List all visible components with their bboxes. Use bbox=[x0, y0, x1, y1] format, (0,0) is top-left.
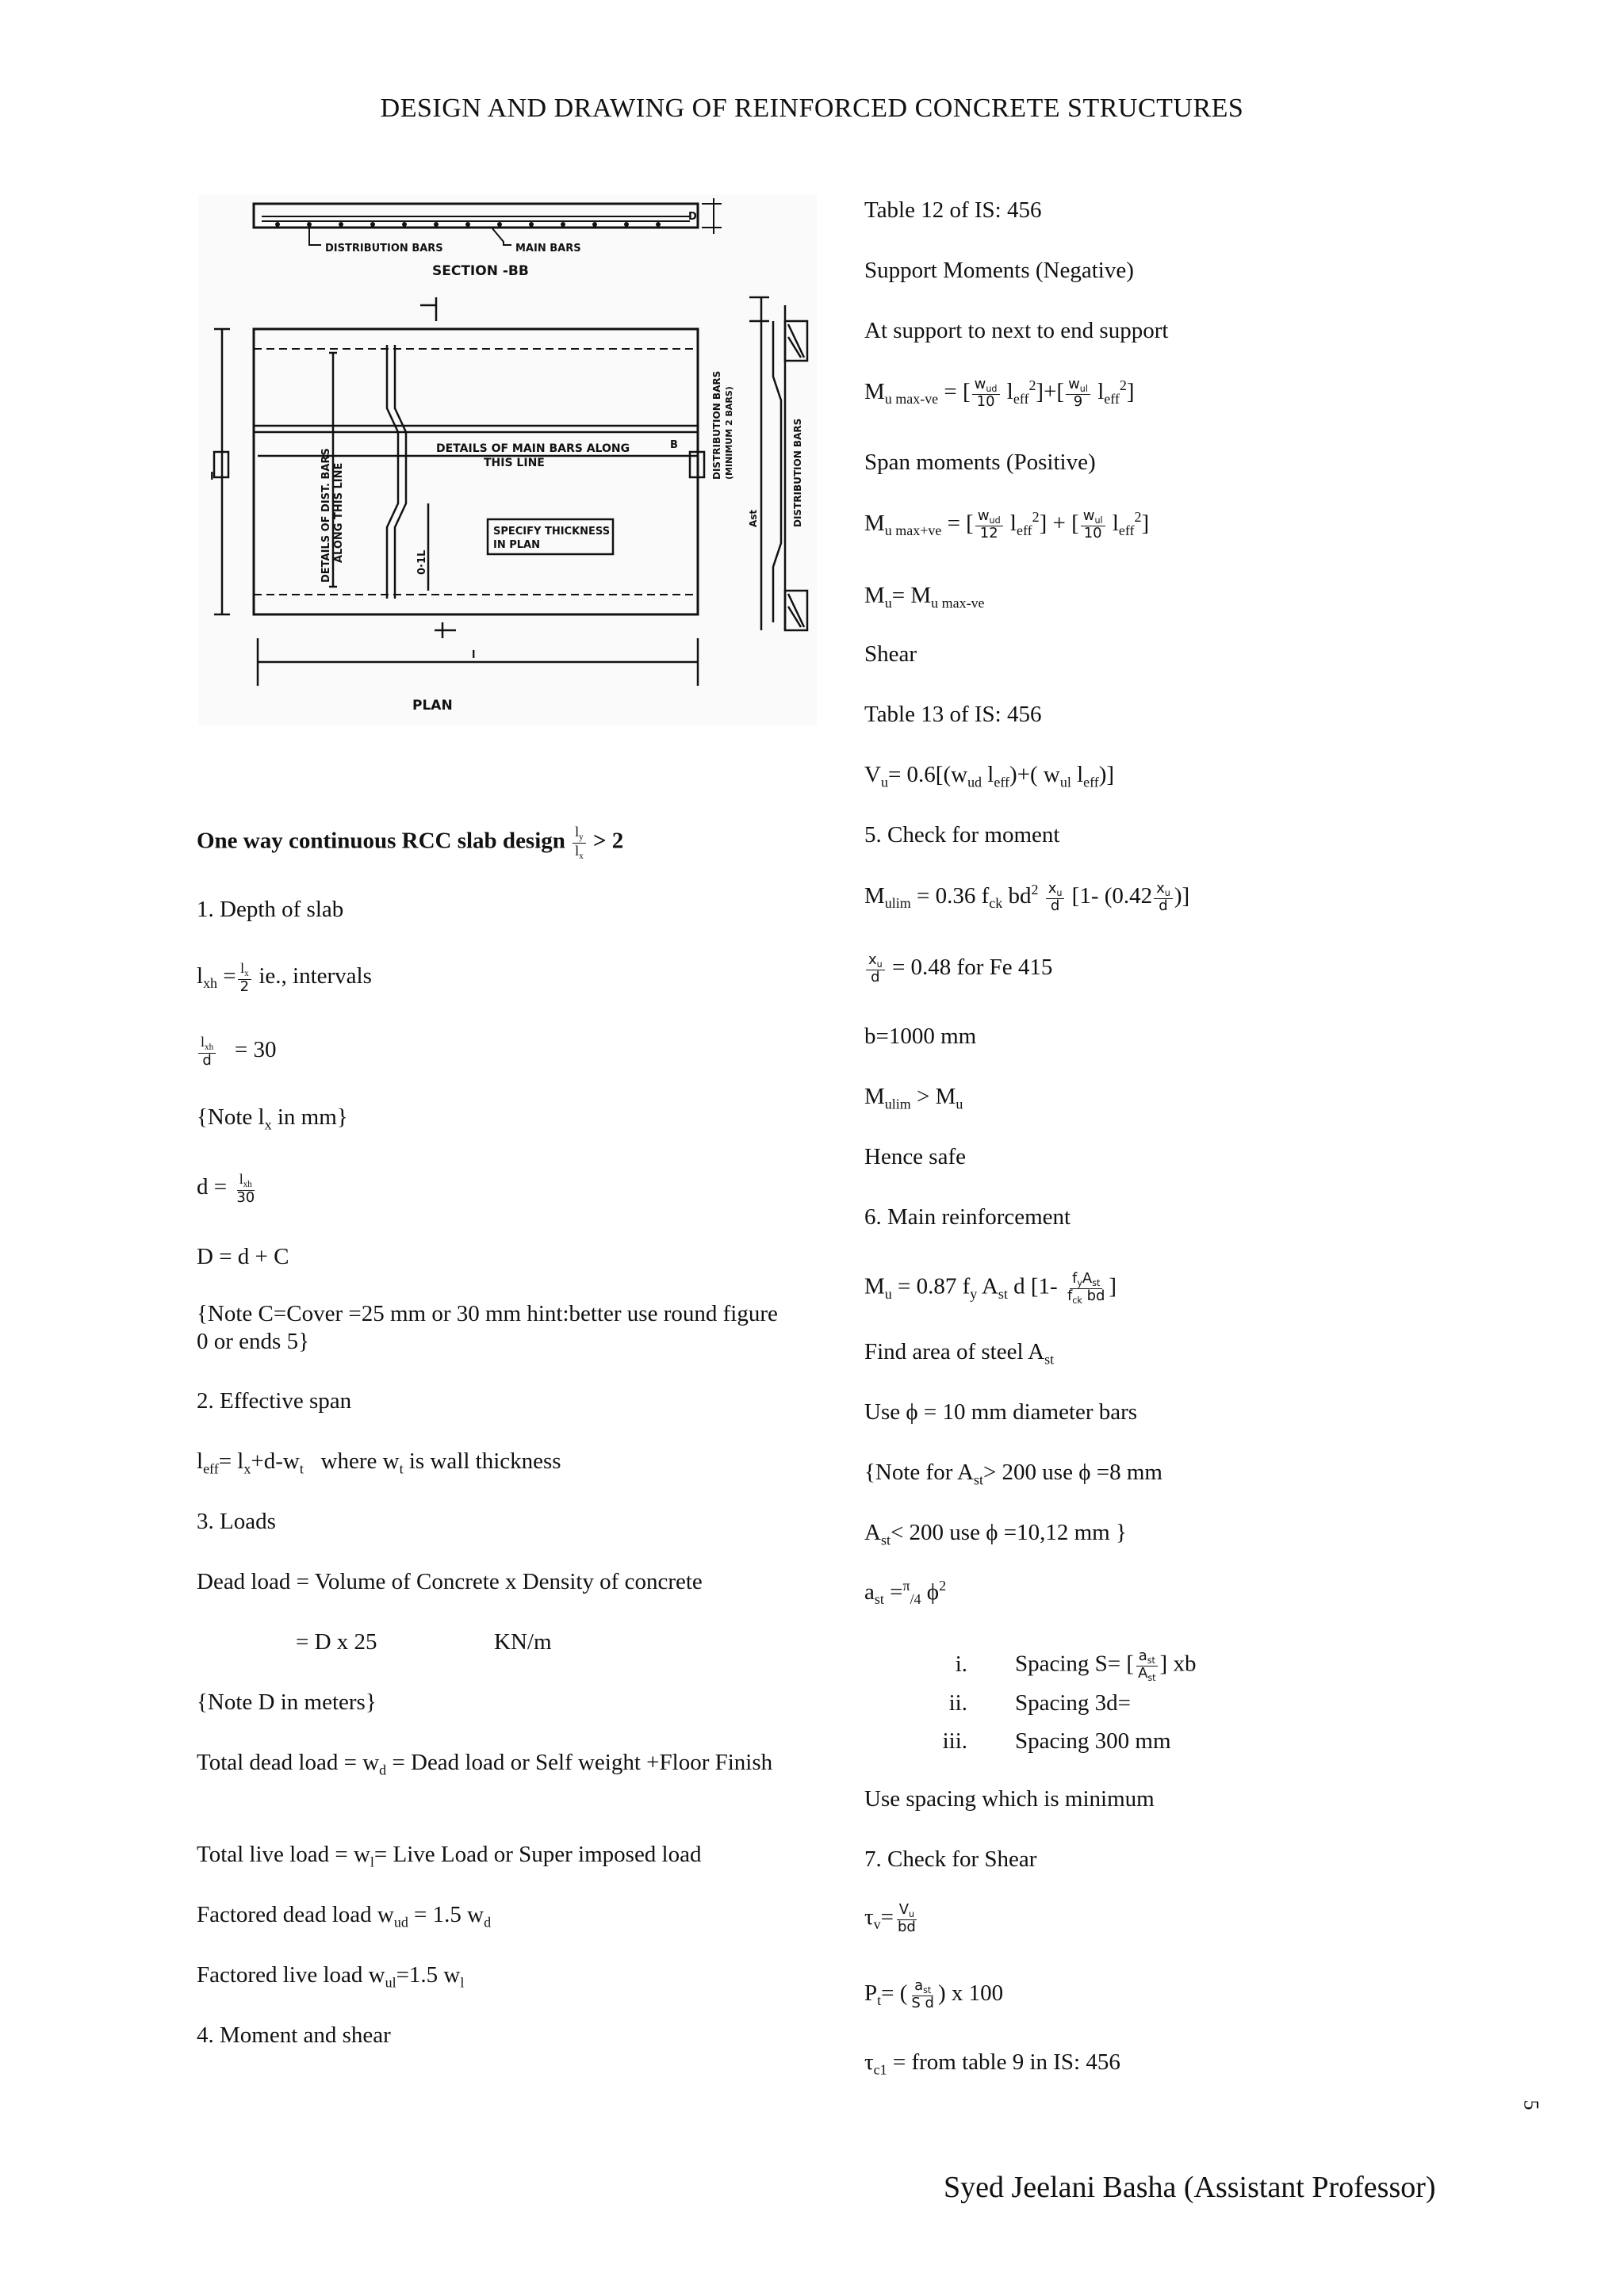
leff-formula: $l_{eff}= l_x+d-w_t$ where $w_t$ is wall thickness bbox=[197, 1448, 561, 1477]
plan-label: PLAN bbox=[412, 698, 453, 714]
factored-live-load: Factored live load $w_{ul}=1.5$ $w_l$ bbox=[197, 1962, 465, 1991]
table13-ref: Table 13 of IS: 456 bbox=[864, 702, 1042, 727]
positive-moment-formula: $M_{u max+ve}$ = [ $\frac{w_{ud}}{12}$ $l_{eff}^2$] + [ $\frac{w_{ul}}{10}$ $l_{eff}^2$] bbox=[864, 507, 1150, 541]
details-dist-bars-2: ALONG THIS LINE bbox=[333, 462, 345, 563]
permissible-shear-stress: $\tau_{c1}$ = from table 9 in IS: 456 bbox=[864, 2049, 1120, 2078]
support-moments-heading: Support Moments (Negative) bbox=[864, 258, 1134, 283]
factored-dead-load: Factored dead load $w_{ud} = 1.5$ $w_d$ bbox=[197, 1902, 492, 1931]
step-moment-and-shear: 4. Moment and shear bbox=[197, 2022, 391, 2048]
note-ast-below-200: $A_{st}< 200$ use ϕ =10,12 mm } bbox=[864, 1520, 1127, 1548]
point-one-l-label: 0·1L bbox=[416, 549, 428, 575]
note-ast-above-200: {Note for $A_{st}> 200$ use ϕ =8 mm bbox=[864, 1460, 1162, 1488]
moment-comparison: $M_{ulim} > M_u$ bbox=[864, 1084, 963, 1112]
side-dist-bars-3: DISTRIBUTION BARS bbox=[792, 418, 803, 527]
total-dead-load: Total dead load = $w_d$ = Dead load or Self weight +Floor Finish bbox=[197, 1750, 773, 1778]
hence-safe: Hence safe bbox=[864, 1144, 966, 1169]
step-loads: 3. Loads bbox=[197, 1509, 276, 1534]
side-dist-bars-1: DISTRIBUTION BARS bbox=[711, 370, 722, 480]
specify-thickness-1: SPECIFY THICKNESS bbox=[493, 526, 611, 538]
step-check-moment: 5. Check for moment bbox=[864, 822, 1060, 848]
limiting-moment-formula: $M_{ulim} = 0.36$ $f_{ck}$ $bd^2$ $\frac{x_u}{d}$ [1- (0.42 $\frac{x_u}{d}$ )] bbox=[864, 880, 1190, 914]
specify-thickness-2: IN PLAN bbox=[493, 539, 540, 551]
dead-load-definition: Dead load = Volume of Concrete x Density of concrete bbox=[197, 1569, 703, 1594]
details-main-bars-2: THIS LINE bbox=[484, 457, 545, 469]
side-ast-label: Ast bbox=[748, 509, 759, 527]
xu-d-ratio: $\frac{x_u}{d}$ = 0.48 for Fe 415 bbox=[864, 953, 1052, 985]
dead-load-unit: KN/m bbox=[494, 1629, 552, 1655]
span-depth-ratio: $\frac{l_{xh}}{d}$ = 30 bbox=[197, 1035, 276, 1068]
section-bb-label: SECTION -BB bbox=[432, 263, 529, 279]
section-title-one-way-slab: One way continuous RCC slab design $\frac{l_y}{l_x}$ > 2 bbox=[197, 824, 624, 861]
spacing-option-iii: iii. Spacing 300 mm bbox=[942, 1728, 1171, 1754]
lxh-formula: $l_{xh}$ = $\frac{l_x}{2}$ ie., intervals bbox=[197, 960, 372, 995]
step-main-reinforcement: 6. Main reinforcement bbox=[864, 1204, 1071, 1230]
side-dist-bars-2: (MINIMUM 2 BARS) bbox=[724, 386, 734, 480]
use-phi-bars: Use ϕ = 10 mm diameter bars bbox=[864, 1399, 1138, 1425]
step-depth-of-slab: 1. Depth of slab bbox=[197, 897, 344, 922]
note-lx-mm: {Note $l_x$ in mm} bbox=[197, 1104, 348, 1133]
distribution-bars-label: DISTRIBUTION BARS bbox=[325, 243, 443, 254]
nominal-shear-stress: $\tau_v=$ $\frac{V_u}{bd}$ bbox=[864, 1901, 916, 1935]
shear-formula: $V_u= 0.6[(w_{ud}$ $l_{eff})+$( $w_{ul}$ $l_{eff}$)] bbox=[864, 762, 1115, 790]
slab-reinforcement-drawing bbox=[198, 194, 817, 725]
overall-depth-formula: D = d + C bbox=[197, 1244, 289, 1269]
table12-ref: Table 12 of IS: 456 bbox=[864, 197, 1042, 223]
page-header: DESIGN AND DRAWING OF REINFORCED CONCRETE STRUCTURES bbox=[380, 94, 1244, 123]
find-area-steel: Find area of steel $A_{st}$ bbox=[864, 1339, 1055, 1368]
details-main-bars-1: DETAILS OF MAIN BARS ALONG bbox=[436, 442, 630, 455]
total-live-load: Total live load = $w_l=$ Live Load or Super imposed load bbox=[197, 1842, 702, 1870]
footer-author: Syed Jeelani Basha (Assistant Professor) bbox=[944, 2171, 1436, 2204]
spacing-option-ii: ii. Spacing 3d= bbox=[948, 1690, 1132, 1716]
note-cover: {Note C=Cover =25 mm or 30 mm hint:better use round figure 0 or ends 5} bbox=[197, 1301, 778, 1354]
dead-load-value: = D x 25 bbox=[296, 1629, 377, 1655]
width-b: b=1000 mm bbox=[864, 1024, 977, 1049]
main-bars-label: MAIN BARS bbox=[515, 243, 581, 254]
main-reinforcement-formula: $M_u = 0.87$ $f_y$ $A_{st}$ d [1- $\frac{f_yA_{st}}{f_{ck} bd}$ ] bbox=[864, 1270, 1117, 1306]
span-moments-heading: Span moments (Positive) bbox=[864, 450, 1096, 475]
d-formula: d = $\frac{l_{xh}}{30}$ bbox=[197, 1171, 255, 1206]
note-d-meters: {Note D in meters} bbox=[197, 1689, 377, 1715]
plan-l-bottom: l bbox=[472, 649, 476, 661]
design-moment: $M_u= M_{u max-ve}$ bbox=[864, 583, 985, 611]
plan-b-right: B bbox=[670, 439, 678, 451]
at-support-text: At support to next to end support bbox=[864, 318, 1169, 343]
step-effective-span: 2. Effective span bbox=[197, 1388, 352, 1414]
details-dist-bars-1: DETAILS OF DIST. BARS bbox=[320, 448, 332, 583]
page-number: 5 bbox=[1519, 2099, 1543, 2110]
shear-heading: Shear bbox=[864, 641, 917, 667]
use-min-spacing: Use spacing which is minimum bbox=[864, 1786, 1155, 1812]
section-d-label: D bbox=[688, 211, 697, 223]
step-check-shear: 7. Check for Shear bbox=[864, 1846, 1037, 1872]
area-one-bar: $a_{st} =^\pi_{/4}$ $\phi^2$ bbox=[864, 1578, 947, 1608]
negative-moment-formula: $M_{u max-ve}$ = [ $\frac{w_{ud}}{10}$ $l_{eff}^2]+$[ $\frac{w_{ul}}{9}$ $l_{eff}^2$] bbox=[864, 376, 1135, 410]
spacing-option-i: i. Spacing S= [ $\frac{a_{st}}{A_{st}}$ ] xb bbox=[955, 1647, 1197, 1683]
plan-l-left: l bbox=[210, 471, 214, 483]
percentage-steel: $P_t=$ ( $\frac{a_{st}}{\text{S d}}$ ) x 100 bbox=[864, 1977, 1004, 2011]
